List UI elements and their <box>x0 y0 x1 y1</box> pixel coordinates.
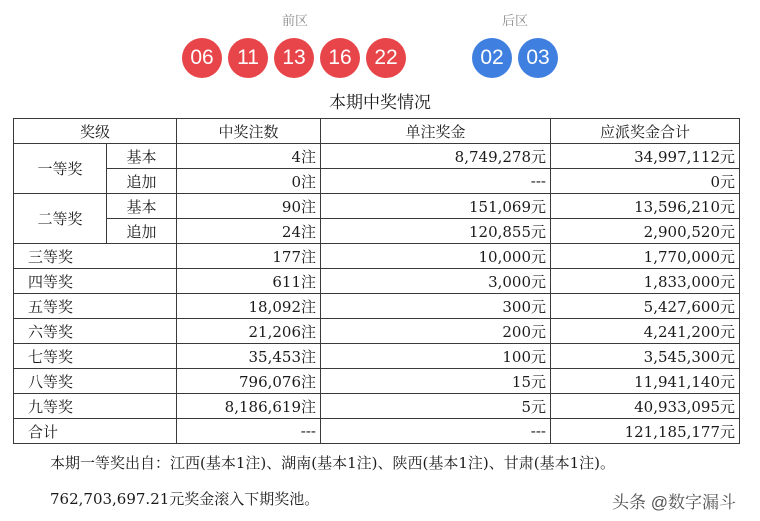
winner-count: --- <box>177 419 321 444</box>
single-prize: 5元 <box>321 394 551 419</box>
single-prize: 10,000元 <box>321 244 551 269</box>
back-ball: 03 <box>518 38 558 78</box>
winner-count: 611注 <box>177 269 321 294</box>
header-prize: 单注奖金 <box>321 119 551 144</box>
total-prize: 0元 <box>551 169 740 194</box>
table-row <box>14 144 740 169</box>
winner-count: 4注 <box>177 144 321 169</box>
header-total: 应派奖金合计 <box>551 119 740 144</box>
prize-level: 二等奖 <box>14 194 107 244</box>
table-header-row <box>14 119 740 144</box>
total-prize: 1,770,000元 <box>551 244 740 269</box>
winner-count: 8,186,619注 <box>177 394 321 419</box>
back-zone-label: 后区 <box>502 13 529 28</box>
prize-sublevel: 追加 <box>107 169 177 194</box>
total-prize: 11,941,140元 <box>551 369 740 394</box>
single-prize: 15元 <box>321 369 551 394</box>
single-prize: 100元 <box>321 344 551 369</box>
winner-count: 24注 <box>177 219 321 244</box>
single-prize: --- <box>321 419 551 444</box>
front-ball: 11 <box>228 38 268 78</box>
watermark: 头条 @数字漏斗 <box>612 493 736 512</box>
table-row <box>14 194 740 219</box>
table-total-row <box>14 419 740 444</box>
total-prize: 3,545,300元 <box>551 344 740 369</box>
total-prize: 13,596,210元 <box>551 194 740 219</box>
table-row <box>14 369 740 394</box>
front-ball: 06 <box>182 38 222 78</box>
prize-level: 三等奖 <box>14 244 177 269</box>
winner-count: 177注 <box>177 244 321 269</box>
total-label: 合计 <box>14 419 177 444</box>
prize-sublevel: 基本 <box>107 144 177 169</box>
winner-count: 796,076注 <box>177 369 321 394</box>
header-count: 中奖注数 <box>177 119 321 144</box>
table-row <box>14 294 740 319</box>
single-prize: 120,855元 <box>321 219 551 244</box>
prize-sublevel: 追加 <box>107 219 177 244</box>
total-prize: 121,185,177元 <box>551 419 740 444</box>
prize-level: 六等奖 <box>14 319 177 344</box>
table-row <box>14 269 740 294</box>
table-row <box>14 219 740 244</box>
winner-count: 35,453注 <box>177 344 321 369</box>
total-prize: 2,900,520元 <box>551 219 740 244</box>
front-ball: 22 <box>366 38 406 78</box>
prize-level: 七等奖 <box>14 344 177 369</box>
total-prize: 1,833,000元 <box>551 269 740 294</box>
back-ball: 02 <box>472 38 512 78</box>
single-prize: 3,000元 <box>321 269 551 294</box>
total-prize: 34,997,112元 <box>551 144 740 169</box>
total-prize: 40,933,095元 <box>551 394 740 419</box>
prize-table <box>13 118 740 444</box>
winner-count: 18,092注 <box>177 294 321 319</box>
front-ball: 13 <box>274 38 314 78</box>
single-prize: 200元 <box>321 319 551 344</box>
table-row <box>14 344 740 369</box>
single-prize: 8,749,278元 <box>321 144 551 169</box>
prize-level: 一等奖 <box>14 144 107 194</box>
table-caption: 本期中奖情况 <box>329 93 431 113</box>
table-row <box>14 169 740 194</box>
front-zone-label: 前区 <box>282 13 309 28</box>
single-prize: 151,069元 <box>321 194 551 219</box>
total-prize: 4,241,200元 <box>551 319 740 344</box>
winner-count: 90注 <box>177 194 321 219</box>
table-row <box>14 244 740 269</box>
rollover-note: 762,703,697.21元奖金滚入下期奖池。 <box>50 490 320 508</box>
prize-level: 八等奖 <box>14 369 177 394</box>
single-prize: --- <box>321 169 551 194</box>
prize-level: 五等奖 <box>14 294 177 319</box>
prize-level: 九等奖 <box>14 394 177 419</box>
winner-count: 21,206注 <box>177 319 321 344</box>
single-prize: 300元 <box>321 294 551 319</box>
table-row <box>14 394 740 419</box>
header-level: 奖级 <box>14 119 177 144</box>
prize-level: 四等奖 <box>14 269 177 294</box>
prize-sublevel: 基本 <box>107 194 177 219</box>
front-ball: 16 <box>320 38 360 78</box>
total-prize: 5,427,600元 <box>551 294 740 319</box>
winner-count: 0注 <box>177 169 321 194</box>
table-row <box>14 319 740 344</box>
winners-note: 本期一等奖出自：江西(基本1注)、湖南(基本1注)、陕西(基本1注)、甘肃(基本1注)。 <box>50 454 615 472</box>
